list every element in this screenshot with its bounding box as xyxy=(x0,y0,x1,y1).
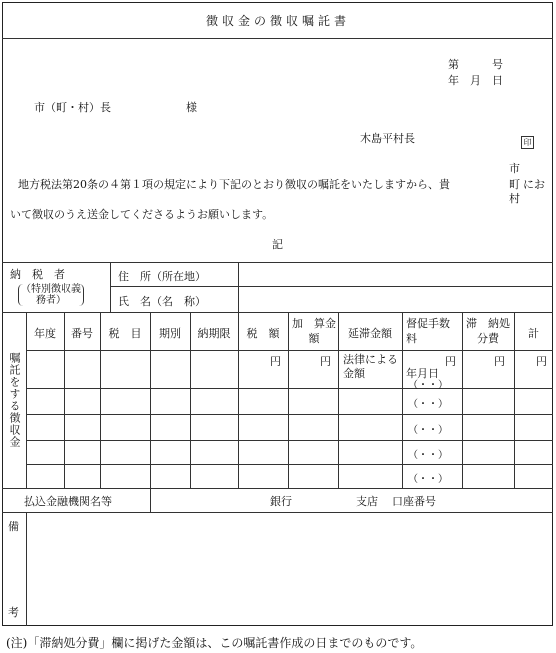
branch-suffix: 支店 xyxy=(356,495,378,508)
taxpayer-top-line xyxy=(2,262,553,263)
form-frame xyxy=(2,2,553,626)
bank-bottom-line xyxy=(2,512,553,513)
header-additional-amount: 加 算金 額 xyxy=(292,317,347,345)
remarks-top-char: 備 xyxy=(8,520,19,533)
header-demand-fee: 督促手数料 xyxy=(406,317,450,345)
delinquency-note: 法律による金額 xyxy=(343,353,398,380)
taxpayer-bottom-line xyxy=(2,312,553,313)
date-label: 年 月 日 xyxy=(448,74,503,87)
demand-date-paren-4: （・・） xyxy=(408,450,448,461)
town-option: 町 xyxy=(509,178,520,191)
demand-date-paren-1: （・・） xyxy=(408,380,448,391)
header-due-date: 納期限 xyxy=(197,327,231,340)
header-period: 期別 xyxy=(159,327,181,340)
bank-suffix: 銀行 xyxy=(270,495,292,508)
ki-label: 記 xyxy=(272,238,283,251)
body-line-1-end: にお xyxy=(523,178,545,191)
city-option: 市 xyxy=(509,162,520,175)
unit-disposition: 円 xyxy=(494,355,505,368)
taxpayer-divider-2 xyxy=(238,262,239,312)
header-total: 計 xyxy=(528,327,539,340)
bank-label: 払込金融機関名等 xyxy=(24,495,112,508)
unit-tax-amount: 円 xyxy=(270,355,281,368)
form-title: 徴収金の徴収嘱託書 xyxy=(205,14,350,28)
unit-demand-fee: 円 xyxy=(445,355,456,368)
footnote: (注)「滞納処分費」欄に掲げた金額は、この嘱託書作成の日までのものです。 xyxy=(6,636,423,650)
taxpayer-divider-1 xyxy=(110,262,111,312)
header-tax-item: 税 目 xyxy=(108,327,142,340)
demand-date-paren-2: （・・） xyxy=(408,399,448,410)
remarks-divider xyxy=(26,512,27,626)
honorific: 様 xyxy=(186,101,197,114)
name-label: 氏 名（名 称） xyxy=(118,295,206,308)
bank-divider xyxy=(150,488,151,512)
table-row-line-1 xyxy=(26,388,553,389)
unit-total: 円 xyxy=(536,355,547,368)
table-col-line-6 xyxy=(288,312,289,488)
remarks-bottom-char: 考 xyxy=(8,606,19,619)
table-row-line-3 xyxy=(26,440,553,441)
header-disposition-cost: 滞 納処分費 xyxy=(466,317,510,345)
body-line-1: 地方税法第20条の４第１項の規定により下記のとおり徴収の嘱託をいたしますから、貴 xyxy=(18,178,450,191)
title-divider xyxy=(2,38,553,39)
seal-stamp: 印 xyxy=(521,136,534,149)
table-bottom-line xyxy=(2,488,553,489)
demand-date-label: 年月日 xyxy=(406,367,439,380)
table-row-line-2 xyxy=(26,414,553,415)
address-label: 住 所（所在地） xyxy=(118,270,206,283)
body-line-2: いて徴収のうえ送金してくださるようお願いします。 xyxy=(10,208,274,221)
unit-additional: 円 xyxy=(320,355,331,368)
collection-side-label: 嘱託をする徴収金 xyxy=(8,352,21,448)
table-row-line-4 xyxy=(26,464,553,465)
header-fiscal-year: 年度 xyxy=(34,327,56,340)
demand-date-paren-3: （・・） xyxy=(408,425,448,436)
number-label: 第 号 xyxy=(448,58,503,71)
header-tax-amount: 税 額 xyxy=(246,327,280,340)
table-col-line-9 xyxy=(462,312,463,488)
header-number: 番号 xyxy=(71,327,93,340)
recipient-label: 市（町・村）長 xyxy=(34,101,111,114)
village-option: 村 xyxy=(509,192,520,205)
header-delinquency: 延滞金額 xyxy=(348,327,392,340)
taxpayer-mid-line xyxy=(110,286,553,287)
demand-date-paren-5: （・・） xyxy=(408,474,448,485)
table-col-line-8 xyxy=(402,312,403,488)
seal-mark xyxy=(521,130,534,149)
account-label: 口座番号 xyxy=(392,495,436,508)
table-header-line xyxy=(26,350,553,351)
sender-name: 木島平村長 xyxy=(360,132,415,145)
special-collector-label: （特別徴収義務者） xyxy=(18,284,84,306)
taxpayer-label: 納 税 者 xyxy=(10,268,65,281)
